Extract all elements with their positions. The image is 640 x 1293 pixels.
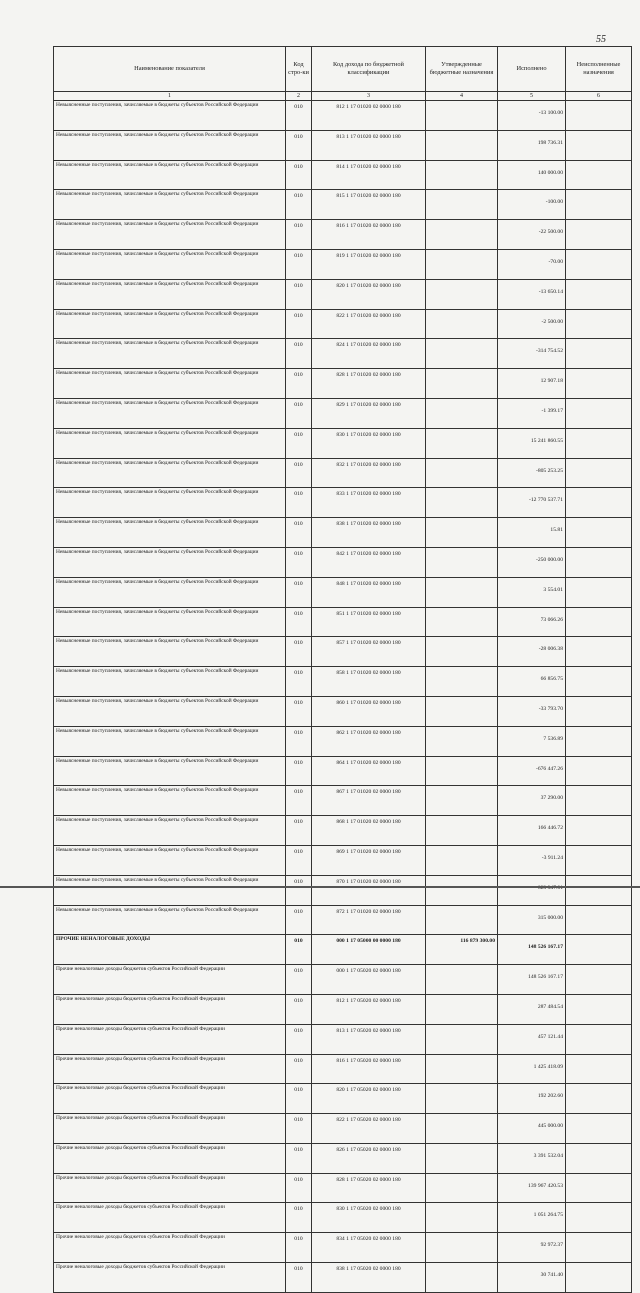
- row-income-code: 819 1 17 01020 02 0000 180: [312, 249, 426, 279]
- row-unexecuted: [566, 1203, 632, 1233]
- table-row: [54, 220, 632, 250]
- table-row: [54, 786, 632, 816]
- row-approved: [426, 398, 498, 428]
- row-executed: 139 967 420.53: [498, 1173, 566, 1203]
- table-row: [54, 965, 632, 995]
- table-row: [54, 130, 632, 160]
- row-line-code: 010: [286, 309, 312, 339]
- row-line-code: 010: [286, 667, 312, 697]
- row-name: ПРОЧИЕ НЕНАЛОГОВЫЕ ДОХОДЫ: [54, 935, 286, 965]
- row-approved: [426, 488, 498, 518]
- row-name: Невыясненные поступления, зачисляемые в бюджеты субъектов Российской Федерации: [54, 160, 286, 190]
- page-bottom-border: [0, 886, 640, 888]
- row-unexecuted: [566, 845, 632, 875]
- row-income-code: 833 1 17 01020 02 0000 180: [312, 488, 426, 518]
- row-approved: [426, 577, 498, 607]
- header-income-code: Код дохода по бюджетной классификации: [312, 47, 426, 92]
- row-unexecuted: [566, 1263, 632, 1293]
- table-row: [54, 101, 632, 131]
- row-unexecuted: [566, 786, 632, 816]
- row-income-code: 870 1 17 01020 02 0000 180: [312, 875, 426, 905]
- row-name: Прочие неналоговые доходы бюджетов субъектов Российской Федерации: [54, 1084, 286, 1114]
- row-line-code: 010: [286, 756, 312, 786]
- table-row: [54, 518, 632, 548]
- row-unexecuted: [566, 249, 632, 279]
- row-name: Невыясненные поступления, зачисляемые в бюджеты субъектов Российской Федерации: [54, 398, 286, 428]
- row-line-code: 010: [286, 1173, 312, 1203]
- row-approved: [426, 726, 498, 756]
- row-name: Невыясненные поступления, зачисляемые в бюджеты субъектов Российской Федерации: [54, 875, 286, 905]
- row-name: Невыясненные поступления, зачисляемые в бюджеты субъектов Российской Федерации: [54, 547, 286, 577]
- row-unexecuted: [566, 369, 632, 399]
- row-name: Невыясненные поступления, зачисляемые в бюджеты субъектов Российской Федерации: [54, 458, 286, 488]
- row-name: Невыясненные поступления, зачисляемые в бюджеты субъектов Российской Федерации: [54, 845, 286, 875]
- row-unexecuted: [566, 547, 632, 577]
- row-income-code: 848 1 17 01020 02 0000 180: [312, 577, 426, 607]
- row-unexecuted: [566, 1114, 632, 1144]
- row-name: Невыясненные поступления, зачисляемые в бюджеты субъектов Российской Федерации: [54, 786, 286, 816]
- row-name: Невыясненные поступления, зачисляемые в бюджеты субъектов Российской Федерации: [54, 190, 286, 220]
- row-approved: 116 879 300.00: [426, 935, 498, 965]
- row-income-code: 830 1 17 05020 02 0000 180: [312, 1203, 426, 1233]
- row-executed: -823 347.01: [498, 875, 566, 905]
- row-approved: [426, 607, 498, 637]
- row-line-code: 010: [286, 518, 312, 548]
- row-line-code: 010: [286, 488, 312, 518]
- row-name: Невыясненные поступления, зачисляемые в бюджеты субъектов Российской Федерации: [54, 488, 286, 518]
- row-executed: 287 484.54: [498, 994, 566, 1024]
- row-income-code: 828 1 17 05020 02 0000 180: [312, 1173, 426, 1203]
- table-row: [54, 756, 632, 786]
- row-approved: [426, 965, 498, 995]
- row-name: Невыясненные поступления, зачисляемые в бюджеты субъектов Российской Федерации: [54, 637, 286, 667]
- table-row: [54, 160, 632, 190]
- column-number: 5: [498, 92, 566, 101]
- row-approved: [426, 518, 498, 548]
- row-unexecuted: [566, 518, 632, 548]
- row-name: Невыясненные поступления, зачисляемые в бюджеты субъектов Российской Федерации: [54, 607, 286, 637]
- table-row: [54, 190, 632, 220]
- row-income-code: 829 1 17 01020 02 0000 180: [312, 398, 426, 428]
- row-income-code: 812 1 17 05020 02 0000 180: [312, 994, 426, 1024]
- row-line-code: 010: [286, 965, 312, 995]
- row-executed: 7 536.89: [498, 726, 566, 756]
- row-executed: 148 526 167.17: [498, 965, 566, 995]
- row-approved: [426, 667, 498, 697]
- row-executed: 198 736.31: [498, 130, 566, 160]
- table-row: [54, 816, 632, 846]
- row-executed: 1 051 264.75: [498, 1203, 566, 1233]
- row-income-code: 838 1 17 05020 02 0000 180: [312, 1263, 426, 1293]
- row-income-code: 822 1 17 05020 02 0000 180: [312, 1114, 426, 1144]
- row-unexecuted: [566, 1084, 632, 1114]
- row-income-code: 834 1 17 05020 02 0000 180: [312, 1233, 426, 1263]
- row-line-code: 010: [286, 428, 312, 458]
- row-line-code: 010: [286, 607, 312, 637]
- row-executed: 3 391 532.04: [498, 1143, 566, 1173]
- table-row: [54, 398, 632, 428]
- row-income-code: 815 1 17 01020 02 0000 180: [312, 190, 426, 220]
- table-row: [54, 1263, 632, 1293]
- row-approved: [426, 1263, 498, 1293]
- row-line-code: 010: [286, 816, 312, 846]
- row-line-code: 010: [286, 369, 312, 399]
- row-income-code: 842 1 17 01020 02 0000 180: [312, 547, 426, 577]
- row-approved: [426, 786, 498, 816]
- row-approved: [426, 1173, 498, 1203]
- row-unexecuted: [566, 488, 632, 518]
- row-name: Прочие неналоговые доходы бюджетов субъектов Российской Федерации: [54, 1024, 286, 1054]
- row-line-code: 010: [286, 786, 312, 816]
- row-name: Невыясненные поступления, зачисляемые в бюджеты субъектов Российской Федерации: [54, 577, 286, 607]
- row-unexecuted: [566, 905, 632, 935]
- table-row: [54, 726, 632, 756]
- row-approved: [426, 1114, 498, 1144]
- row-unexecuted: [566, 637, 632, 667]
- row-executed: 315 000.00: [498, 905, 566, 935]
- row-unexecuted: [566, 220, 632, 250]
- row-approved: [426, 875, 498, 905]
- row-line-code: 010: [286, 1054, 312, 1084]
- row-name: Невыясненные поступления, зачисляемые в бюджеты субъектов Российской Федерации: [54, 518, 286, 548]
- row-name: Невыясненные поступления, зачисляемые в бюджеты субъектов Российской Федерации: [54, 309, 286, 339]
- row-executed: -805 253.25: [498, 458, 566, 488]
- row-line-code: 010: [286, 220, 312, 250]
- header-line-code: Код стро-ки: [286, 47, 312, 92]
- row-line-code: 010: [286, 249, 312, 279]
- row-name: Прочие неналоговые доходы бюджетов субъектов Российской Федерации: [54, 994, 286, 1024]
- column-number: 6: [566, 92, 632, 101]
- row-executed: 166 446.72: [498, 816, 566, 846]
- row-line-code: 010: [286, 875, 312, 905]
- row-approved: [426, 249, 498, 279]
- row-approved: [426, 1084, 498, 1114]
- row-name: Невыясненные поступления, зачисляемые в бюджеты субъектов Российской Федерации: [54, 726, 286, 756]
- row-executed: -13 100.00: [498, 101, 566, 131]
- row-executed: 457 121.44: [498, 1024, 566, 1054]
- table-row: [54, 845, 632, 875]
- row-unexecuted: [566, 190, 632, 220]
- row-income-code: 862 1 17 01020 02 0000 180: [312, 726, 426, 756]
- table-row: [54, 1173, 632, 1203]
- row-executed: -3 911.24: [498, 845, 566, 875]
- row-unexecuted: [566, 160, 632, 190]
- row-income-code: 000 1 17 05020 02 0000 180: [312, 965, 426, 995]
- row-line-code: 010: [286, 1084, 312, 1114]
- row-executed: 148 526 167.17: [498, 935, 566, 965]
- row-approved: [426, 1233, 498, 1263]
- row-line-code: 010: [286, 726, 312, 756]
- row-line-code: 010: [286, 458, 312, 488]
- table-row: [54, 1114, 632, 1144]
- row-approved: [426, 994, 498, 1024]
- table-row: [54, 428, 632, 458]
- row-unexecuted: [566, 101, 632, 131]
- row-executed: -250 000.00: [498, 547, 566, 577]
- row-approved: [426, 309, 498, 339]
- row-unexecuted: [566, 458, 632, 488]
- row-approved: [426, 101, 498, 131]
- header-approved: Утвержденные бюджетные назначения: [426, 47, 498, 92]
- row-executed: 92 972.37: [498, 1233, 566, 1263]
- row-line-code: 010: [286, 637, 312, 667]
- row-income-code: 857 1 17 01020 02 0000 180: [312, 637, 426, 667]
- row-line-code: 010: [286, 577, 312, 607]
- row-approved: [426, 816, 498, 846]
- row-approved: [426, 756, 498, 786]
- row-approved: [426, 428, 498, 458]
- row-executed: -1 399.17: [498, 398, 566, 428]
- column-number: 4: [426, 92, 498, 101]
- row-income-code: 867 1 17 01020 02 0000 180: [312, 786, 426, 816]
- row-executed: 192 202.60: [498, 1084, 566, 1114]
- row-income-code: 868 1 17 01020 02 0000 180: [312, 816, 426, 846]
- column-number-row: [54, 92, 632, 101]
- row-name: Прочие неналоговые доходы бюджетов субъектов Российской Федерации: [54, 1263, 286, 1293]
- row-name: Прочие неналоговые доходы бюджетов субъектов Российской Федерации: [54, 1203, 286, 1233]
- row-income-code: 851 1 17 01020 02 0000 180: [312, 607, 426, 637]
- row-executed: -676 447.26: [498, 756, 566, 786]
- row-income-code: 860 1 17 01020 02 0000 180: [312, 696, 426, 726]
- row-unexecuted: [566, 696, 632, 726]
- header-unexecuted: Неисполненные назначения: [566, 47, 632, 92]
- row-approved: [426, 547, 498, 577]
- row-income-code: 813 1 17 01020 02 0000 180: [312, 130, 426, 160]
- row-line-code: 010: [286, 1233, 312, 1263]
- row-line-code: 010: [286, 101, 312, 131]
- row-income-code: 832 1 17 01020 02 0000 180: [312, 458, 426, 488]
- row-approved: [426, 1143, 498, 1173]
- row-unexecuted: [566, 398, 632, 428]
- header-row: [54, 47, 632, 92]
- row-executed: 30 741.40: [498, 1263, 566, 1293]
- row-name: Прочие неналоговые доходы бюджетов субъектов Российской Федерации: [54, 1233, 286, 1263]
- row-income-code: 812 1 17 01020 02 0000 180: [312, 101, 426, 131]
- column-number: 1: [54, 92, 286, 101]
- row-name: Невыясненные поступления, зачисляемые в бюджеты субъектов Российской Федерации: [54, 339, 286, 369]
- row-approved: [426, 1024, 498, 1054]
- table-row: [54, 577, 632, 607]
- table-row: [54, 696, 632, 726]
- row-income-code: 826 1 17 05020 02 0000 180: [312, 1143, 426, 1173]
- row-name: Невыясненные поступления, зачисляемые в бюджеты субъектов Российской Федерации: [54, 369, 286, 399]
- table-row: [54, 994, 632, 1024]
- row-unexecuted: [566, 994, 632, 1024]
- table-row: [54, 458, 632, 488]
- row-approved: [426, 845, 498, 875]
- row-line-code: 010: [286, 845, 312, 875]
- budget-income-table: [53, 46, 632, 1293]
- row-line-code: 010: [286, 1024, 312, 1054]
- column-number: 2: [286, 92, 312, 101]
- table-row: [54, 905, 632, 935]
- table-row: [54, 369, 632, 399]
- row-name: Невыясненные поступления, зачисляемые в бюджеты субъектов Российской Федерации: [54, 905, 286, 935]
- row-line-code: 010: [286, 1203, 312, 1233]
- row-unexecuted: [566, 816, 632, 846]
- row-executed: 3 554.01: [498, 577, 566, 607]
- row-line-code: 010: [286, 130, 312, 160]
- row-income-code: 830 1 17 01020 02 0000 180: [312, 428, 426, 458]
- row-line-code: 010: [286, 190, 312, 220]
- row-executed: 15.81: [498, 518, 566, 548]
- row-unexecuted: [566, 667, 632, 697]
- row-approved: [426, 696, 498, 726]
- row-approved: [426, 279, 498, 309]
- row-line-code: 010: [286, 696, 312, 726]
- row-income-code: 820 1 17 01020 02 0000 180: [312, 279, 426, 309]
- row-unexecuted: [566, 965, 632, 995]
- row-unexecuted: [566, 607, 632, 637]
- row-approved: [426, 190, 498, 220]
- row-name: Прочие неналоговые доходы бюджетов субъектов Российской Федерации: [54, 965, 286, 995]
- row-approved: [426, 1054, 498, 1084]
- table-row: [54, 488, 632, 518]
- row-income-code: 869 1 17 01020 02 0000 180: [312, 845, 426, 875]
- row-executed: 15 241 860.55: [498, 428, 566, 458]
- row-unexecuted: [566, 1054, 632, 1084]
- row-name: Прочие неналоговые доходы бюджетов субъектов Российской Федерации: [54, 1114, 286, 1144]
- header-name: Наименование показателя: [54, 47, 286, 92]
- row-approved: [426, 458, 498, 488]
- row-line-code: 010: [286, 279, 312, 309]
- row-line-code: 010: [286, 547, 312, 577]
- row-line-code: 010: [286, 935, 312, 965]
- row-unexecuted: [566, 130, 632, 160]
- row-name: Невыясненные поступления, зачисляемые в бюджеты субъектов Российской Федерации: [54, 667, 286, 697]
- row-income-code: 820 1 17 05020 02 0000 180: [312, 1084, 426, 1114]
- row-name: Невыясненные поступления, зачисляемые в бюджеты субъектов Российской Федерации: [54, 816, 286, 846]
- table-row: [54, 1143, 632, 1173]
- table-row: [54, 339, 632, 369]
- row-unexecuted: [566, 756, 632, 786]
- row-unexecuted: [566, 1233, 632, 1263]
- row-executed: -314 754.52: [498, 339, 566, 369]
- row-income-code: 828 1 17 01020 02 0000 180: [312, 369, 426, 399]
- row-executed: 37 290.00: [498, 786, 566, 816]
- row-executed: -100.00: [498, 190, 566, 220]
- row-unexecuted: [566, 935, 632, 965]
- row-executed: -22 500.00: [498, 220, 566, 250]
- row-income-code: 816 1 17 01020 02 0000 180: [312, 220, 426, 250]
- row-unexecuted: [566, 577, 632, 607]
- row-line-code: 010: [286, 1143, 312, 1173]
- table-row: [54, 279, 632, 309]
- row-executed: 1 425 418.09: [498, 1054, 566, 1084]
- column-number: 3: [312, 92, 426, 101]
- row-line-code: 010: [286, 1263, 312, 1293]
- row-line-code: 010: [286, 994, 312, 1024]
- row-line-code: 010: [286, 339, 312, 369]
- row-unexecuted: [566, 726, 632, 756]
- table-row: [54, 637, 632, 667]
- row-line-code: 010: [286, 160, 312, 190]
- row-name: Невыясненные поступления, зачисляемые в бюджеты субъектов Российской Федерации: [54, 428, 286, 458]
- row-executed: -13 650.14: [498, 279, 566, 309]
- table-row: [54, 667, 632, 697]
- row-income-code: 822 1 17 01020 02 0000 180: [312, 309, 426, 339]
- row-income-code: 872 1 17 01020 02 0000 180: [312, 905, 426, 935]
- row-approved: [426, 369, 498, 399]
- row-unexecuted: [566, 428, 632, 458]
- row-approved: [426, 220, 498, 250]
- row-income-code: 824 1 17 01020 02 0000 180: [312, 339, 426, 369]
- row-line-code: 010: [286, 905, 312, 935]
- row-income-code: 838 1 17 01020 02 0000 180: [312, 518, 426, 548]
- table-row: [54, 249, 632, 279]
- row-name: Невыясненные поступления, зачисляемые в бюджеты субъектов Российской Федерации: [54, 279, 286, 309]
- header-executed: Исполнено: [498, 47, 566, 92]
- row-executed: -28 006.38: [498, 637, 566, 667]
- row-approved: [426, 1203, 498, 1233]
- row-executed: 12 907.18: [498, 369, 566, 399]
- row-name: Прочие неналоговые доходы бюджетов субъектов Российской Федерации: [54, 1054, 286, 1084]
- table-row: [54, 1203, 632, 1233]
- row-name: Невыясненные поступления, зачисляемые в бюджеты субъектов Российской Федерации: [54, 101, 286, 131]
- table-row: [54, 607, 632, 637]
- row-executed: 66 856.75: [498, 667, 566, 697]
- row-executed: -2 500.00: [498, 309, 566, 339]
- row-approved: [426, 339, 498, 369]
- row-executed: -70.00: [498, 249, 566, 279]
- table-row: [54, 1084, 632, 1114]
- row-line-code: 010: [286, 1114, 312, 1144]
- table-row: [54, 1024, 632, 1054]
- table-row: [54, 875, 632, 905]
- row-name: Прочие неналоговые доходы бюджетов субъектов Российской Федерации: [54, 1143, 286, 1173]
- row-executed: -12 770 537.71: [498, 488, 566, 518]
- row-unexecuted: [566, 279, 632, 309]
- table-row: [54, 547, 632, 577]
- row-income-code: 816 1 17 05020 02 0000 180: [312, 1054, 426, 1084]
- row-income-code: 000 1 17 05000 00 0000 180: [312, 935, 426, 965]
- page-number: 55: [596, 34, 606, 45]
- row-executed: 140 000.00: [498, 160, 566, 190]
- row-executed: 445 000.00: [498, 1114, 566, 1144]
- table-row: [54, 935, 632, 965]
- row-income-code: 864 1 17 01020 02 0000 180: [312, 756, 426, 786]
- row-approved: [426, 130, 498, 160]
- row-approved: [426, 637, 498, 667]
- row-executed: 73 066.26: [498, 607, 566, 637]
- row-executed: -33 793.70: [498, 696, 566, 726]
- row-unexecuted: [566, 1024, 632, 1054]
- row-unexecuted: [566, 309, 632, 339]
- row-income-code: 813 1 17 05020 02 0000 180: [312, 1024, 426, 1054]
- row-approved: [426, 160, 498, 190]
- row-unexecuted: [566, 339, 632, 369]
- table-row: [54, 309, 632, 339]
- row-name: Невыясненные поступления, зачисляемые в бюджеты субъектов Российской Федерации: [54, 220, 286, 250]
- row-name: Прочие неналоговые доходы бюджетов субъектов Российской Федерации: [54, 1173, 286, 1203]
- row-line-code: 010: [286, 398, 312, 428]
- row-name: Невыясненные поступления, зачисляемые в бюджеты субъектов Российской Федерации: [54, 130, 286, 160]
- row-unexecuted: [566, 875, 632, 905]
- row-income-code: 858 1 17 01020 02 0000 180: [312, 667, 426, 697]
- row-unexecuted: [566, 1143, 632, 1173]
- table-row: [54, 1233, 632, 1263]
- row-name: Невыясненные поступления, зачисляемые в бюджеты субъектов Российской Федерации: [54, 696, 286, 726]
- row-unexecuted: [566, 1173, 632, 1203]
- row-name: Невыясненные поступления, зачисляемые в бюджеты субъектов Российской Федерации: [54, 756, 286, 786]
- row-name: Невыясненные поступления, зачисляемые в бюджеты субъектов Российской Федерации: [54, 249, 286, 279]
- table-row: [54, 1054, 632, 1084]
- row-income-code: 814 1 17 01020 02 0000 180: [312, 160, 426, 190]
- row-approved: [426, 905, 498, 935]
